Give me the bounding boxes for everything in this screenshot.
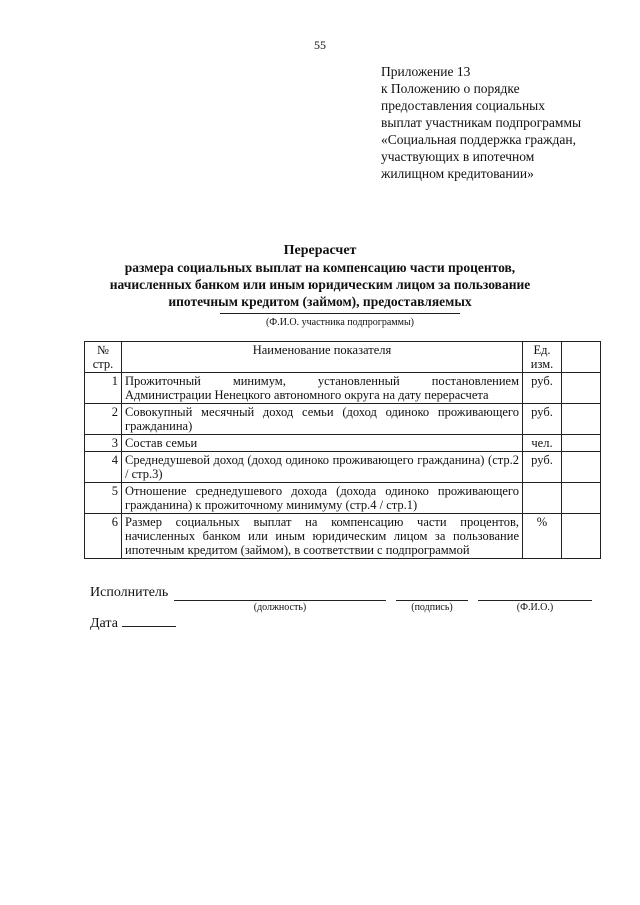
row-value-cell (562, 373, 601, 404)
appendix-line: «Социальная поддержка граждан, (381, 132, 576, 147)
row-num: 3 (85, 435, 122, 452)
document-title (70, 242, 570, 310)
row-unit: руб. (523, 373, 562, 404)
row-unit: чел. (523, 435, 562, 452)
row-name: Состав семьи (122, 435, 523, 452)
date-label: Дата (90, 616, 118, 631)
table-row (85, 483, 601, 514)
title-heading: Перерасчет (283, 243, 357, 258)
table-row (85, 404, 601, 435)
position-caption: (должность) (253, 602, 307, 613)
table-row (85, 435, 601, 452)
appendix-line: выплат участникам подпрограммы (381, 115, 582, 130)
full-name-caption: (Ф.И.О.) (516, 602, 554, 613)
title-line: начисленных банком или иным юридическим лицом за пользование (109, 277, 531, 292)
row-name: Среднедушевой доход (доход одиноко проживающего гражданина) (стр.2 / стр.3) (122, 452, 523, 483)
title-line: ипотечным кредитом (займом), предоставляемых (168, 294, 472, 309)
full-name-line (478, 600, 592, 601)
appendix-note (381, 63, 631, 182)
row-name: Размер социальных выплат на компенсацию части процентов, начисленных банком или иным юридическим лицом за пользование ипотечным кредитом (займом), в соответствии с подпрограммой (122, 514, 523, 559)
header-value (562, 342, 601, 373)
executor-label: Исполнитель (90, 585, 169, 600)
table-row (85, 373, 601, 404)
row-name: Совокупный месячный доход семьи (доход одиноко проживающего гражданина) (122, 404, 523, 435)
row-value-cell (562, 514, 601, 559)
appendix-line: Приложение 13 (381, 64, 471, 79)
row-unit: руб. (523, 452, 562, 483)
row-unit: руб. (523, 404, 562, 435)
row-num: 2 (85, 404, 122, 435)
row-name: Отношение среднедушевого дохода (дохода одиноко проживающего гражданина) к прожиточному минимуму (стр.4 / стр.1) (122, 483, 523, 514)
row-unit (523, 483, 562, 514)
row-num: 4 (85, 452, 122, 483)
appendix-line: предоставления социальных (381, 98, 545, 113)
table-row (85, 452, 601, 483)
position-line (174, 600, 386, 601)
row-value-cell (562, 435, 601, 452)
row-value-cell (562, 404, 601, 435)
row-value-cell (562, 452, 601, 483)
row-num: 5 (85, 483, 122, 514)
appendix-line: участвующих в ипотечном (381, 149, 535, 164)
title-line: размера социальных выплат на компенсацию части процентов, (124, 260, 516, 275)
header-name: Наименование показателя (122, 342, 523, 373)
table-header-row (85, 342, 601, 373)
signature-line (396, 600, 468, 601)
row-name: Прожиточный минимум, установленный постановлением Администрации Ненецкого автономного округа на дату перерасчета (122, 373, 523, 404)
header-unit: Ед. изм. (523, 342, 562, 373)
page-number: 55 (314, 38, 326, 52)
header-num: № стр. (85, 342, 122, 373)
participant-name-field (220, 313, 460, 329)
row-value-cell (562, 483, 601, 514)
table-row (85, 514, 601, 559)
row-num: 1 (85, 373, 122, 404)
calculation-table (84, 341, 601, 559)
row-unit: % (523, 514, 562, 559)
date-field (90, 612, 176, 632)
appendix-line: жилищном кредитовании» (381, 166, 534, 181)
date-line (122, 612, 176, 627)
participant-name-line (220, 313, 460, 314)
appendix-line: к Положению о порядке (381, 81, 520, 96)
participant-caption: (Ф.И.О. участника подпрограммы) (265, 317, 415, 328)
row-num: 6 (85, 514, 122, 559)
signature-caption: (подпись) (411, 602, 453, 613)
